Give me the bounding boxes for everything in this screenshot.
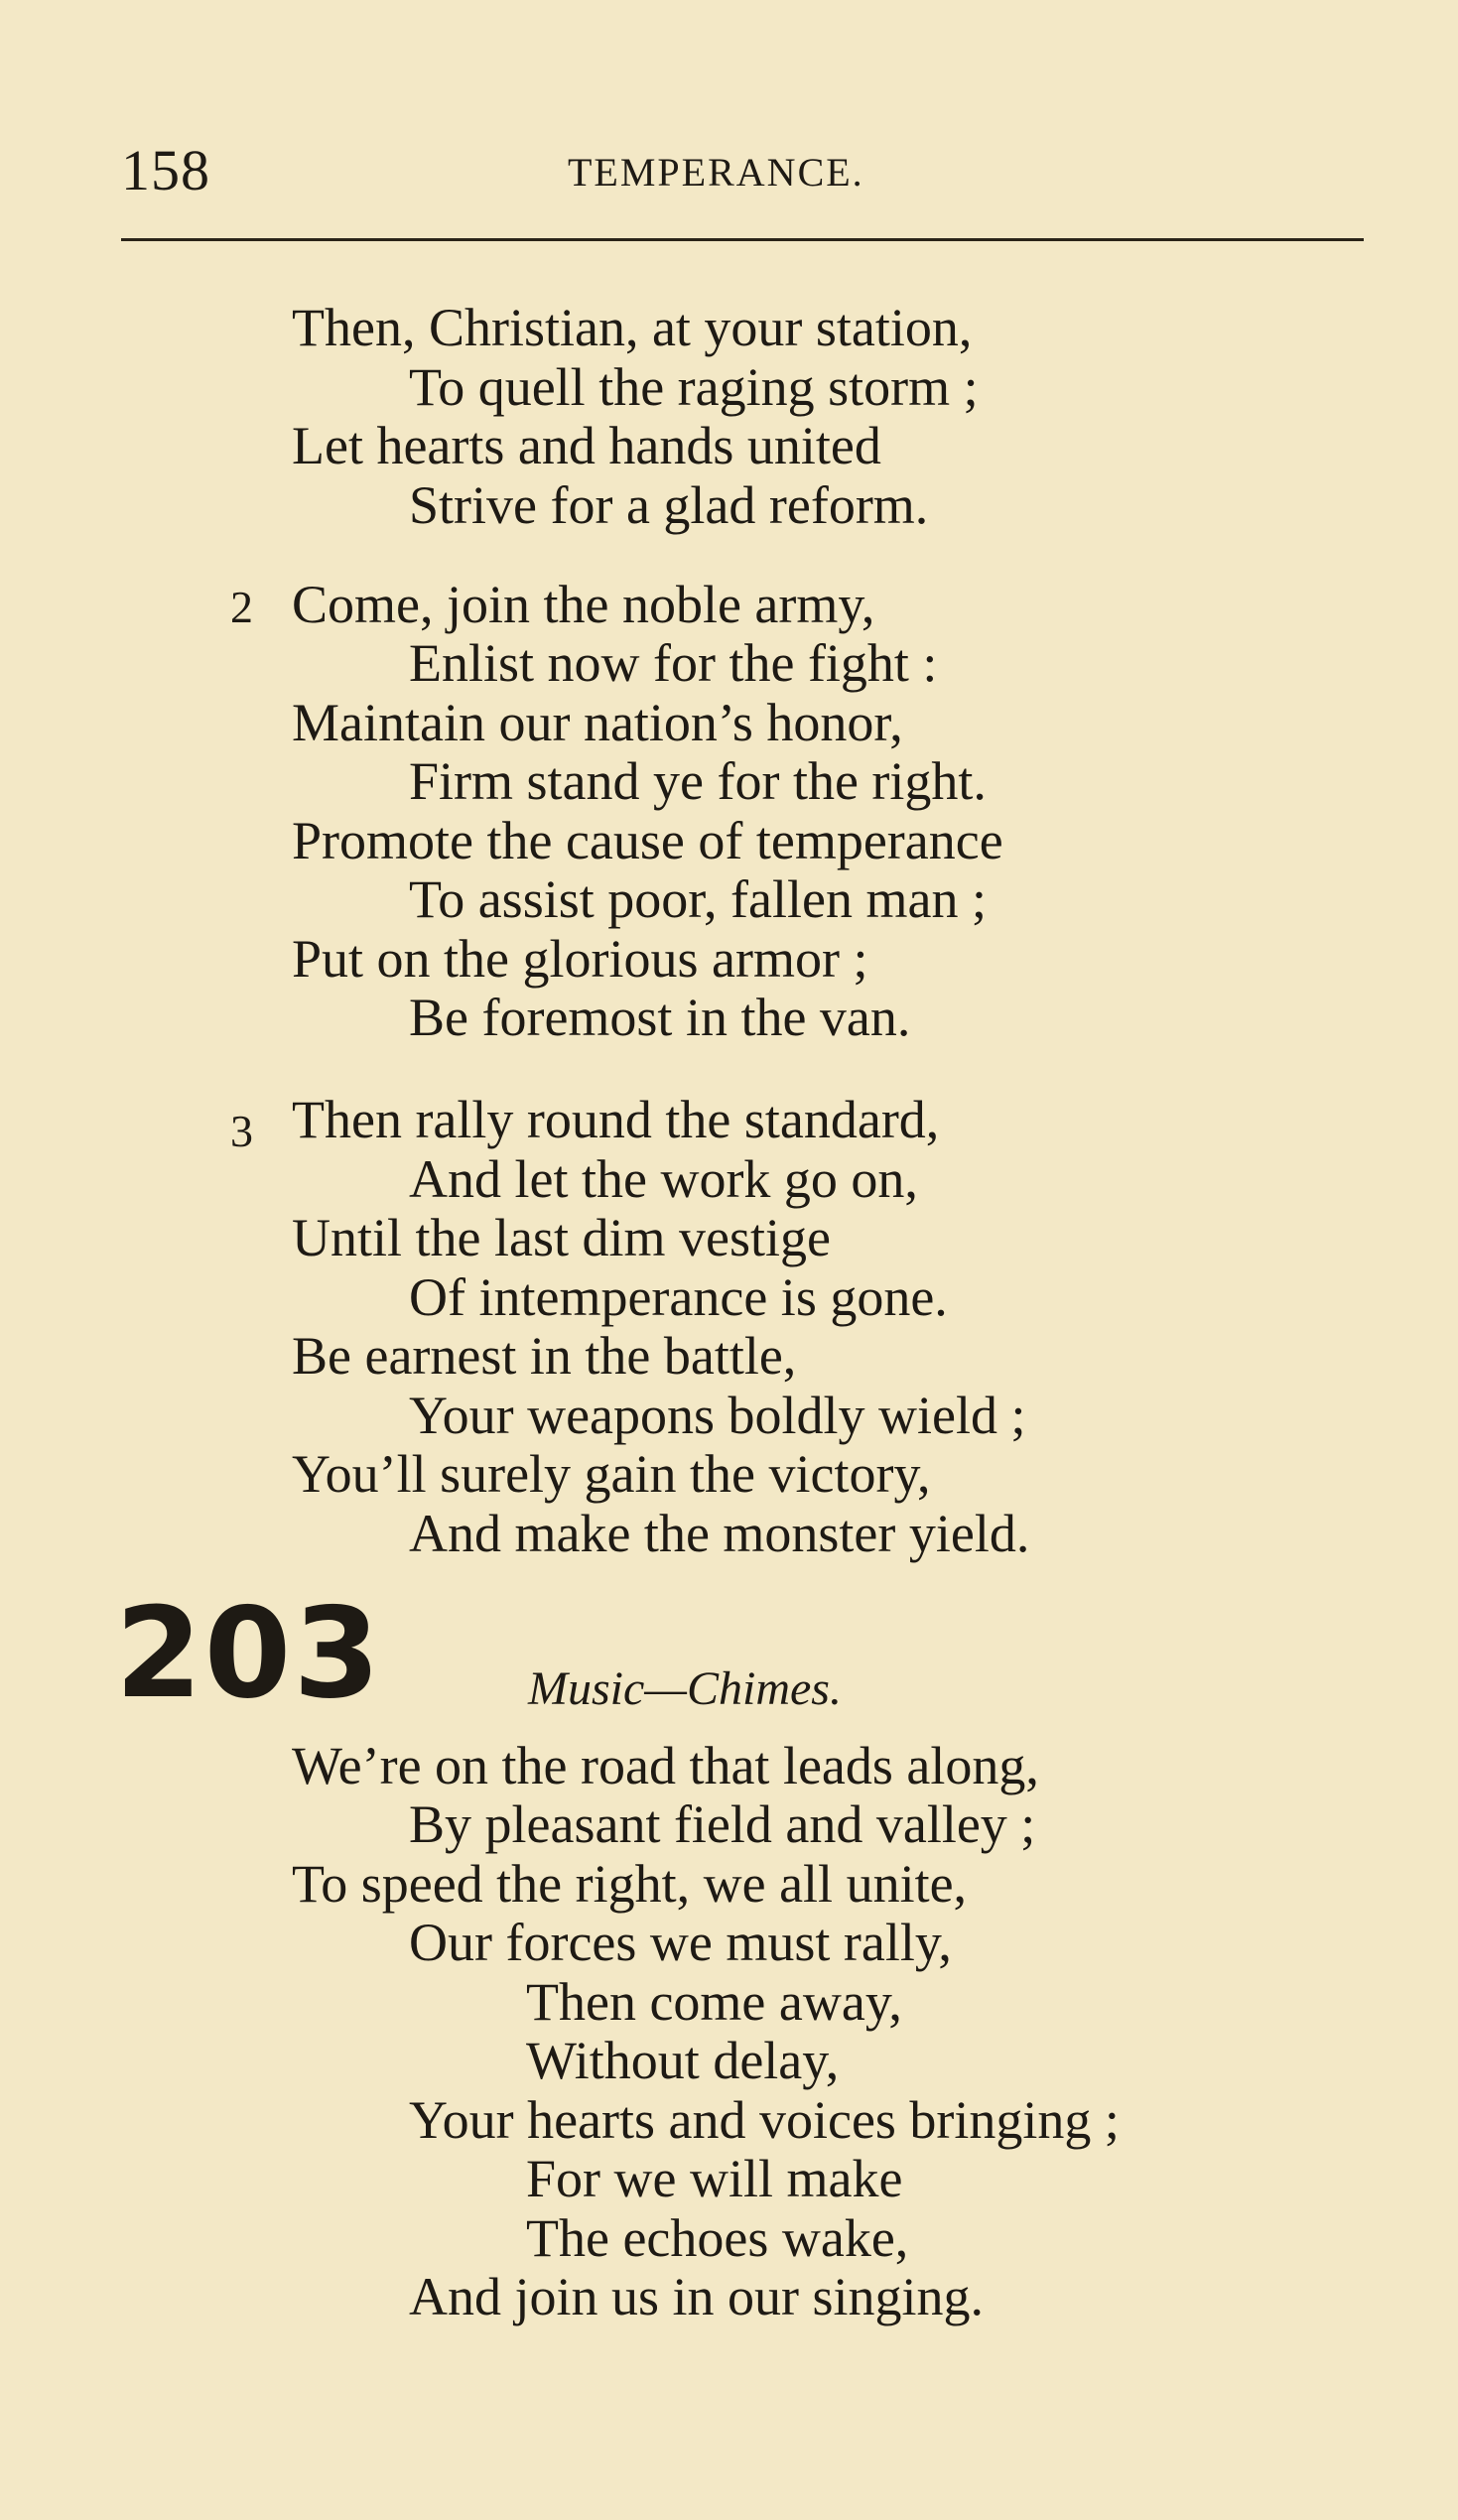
header-rule — [121, 238, 1364, 241]
stanza-line: Be earnest in the battle, — [292, 1326, 797, 1386]
stanza-line: Let hearts and hands united — [292, 416, 881, 475]
stanza-line: Put on the glorious armor ; — [292, 929, 868, 989]
verse-number: 2 — [230, 582, 253, 632]
stanza-line: Then come away, — [526, 1972, 902, 2032]
running-head: TEMPERANCE. — [568, 150, 864, 195]
stanza-line: To assist poor, fallen man ; — [409, 869, 987, 929]
stanza-line: We’re on the road that leads along, — [292, 1736, 1039, 1795]
stanza-line: Our forces we must rally, — [409, 1913, 952, 1972]
stanza-line: For we will make — [526, 2149, 903, 2208]
stanza-line: To quell the raging storm ; — [409, 357, 979, 417]
hymn-music-title: Music—Chimes. — [528, 1662, 842, 1715]
stanza-line: Without delay, — [526, 2031, 840, 2090]
stanza-line: Firm stand ye for the right. — [409, 751, 987, 811]
stanza-line: The echoes wake, — [526, 2208, 909, 2268]
hymn-number: 203 — [115, 1580, 383, 1726]
stanza-line: And join us in our singing. — [409, 2267, 985, 2326]
stanza-line: Strive for a glad reform. — [409, 475, 929, 535]
page-header — [121, 137, 1364, 206]
stanza-line: And let the work go on, — [409, 1149, 918, 1209]
stanza-line: To speed the right, we all unite, — [292, 1854, 968, 1914]
stanza-line: Then, Christian, at your station, — [292, 298, 973, 357]
stanza-line: By pleasant field and valley ; — [409, 1794, 1036, 1854]
stanza-line: Then rally round the standard, — [292, 1090, 940, 1149]
stanza-line: Promote the cause of temperance — [292, 811, 1003, 870]
stanza-line: Your hearts and voices bringing ; — [409, 2090, 1120, 2150]
page-number: 158 — [121, 138, 210, 202]
stanza-line: And make the monster yield. — [409, 1504, 1030, 1563]
stanza-line: Maintain our nation’s honor, — [292, 693, 903, 752]
stanza-line: Until the last dim vestige — [292, 1208, 831, 1267]
stanza-line: Come, join the noble army, — [292, 575, 875, 634]
verse-number: 3 — [230, 1106, 253, 1156]
stanza-line: Be foremost in the van. — [409, 988, 911, 1047]
stanza-line: Your weapons boldly wield ; — [409, 1386, 1026, 1445]
stanza-line: Of intemperance is gone. — [409, 1267, 948, 1327]
stanza-line: Enlist now for the fight : — [409, 633, 938, 693]
stanza-line: You’ll surely gain the victory, — [292, 1444, 931, 1504]
